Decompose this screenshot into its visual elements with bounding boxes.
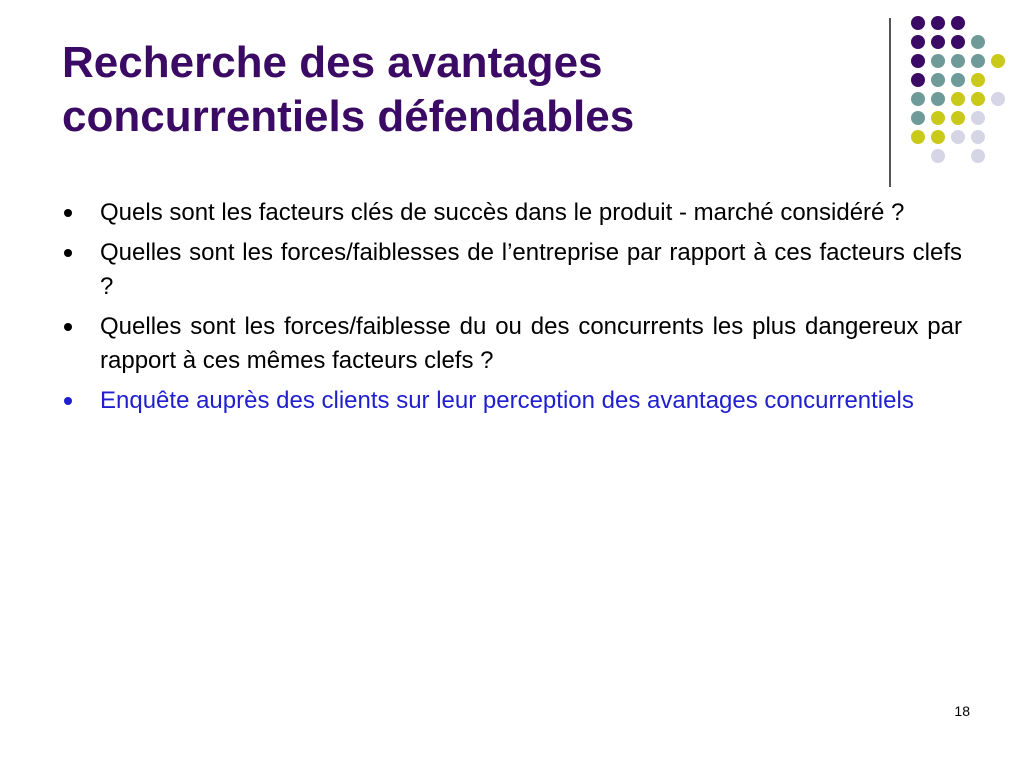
decorative-dot xyxy=(911,35,925,49)
page-number: 18 xyxy=(954,703,970,719)
decorative-dot xyxy=(931,54,945,68)
decorative-dot xyxy=(951,130,965,144)
decorative-dot xyxy=(971,92,985,106)
decorative-dot xyxy=(971,130,985,144)
decorative-dot xyxy=(971,111,985,125)
decorative-dot xyxy=(931,130,945,144)
decorative-dot xyxy=(931,35,945,49)
bullet-item xyxy=(62,236,962,304)
decorative-dot xyxy=(971,54,985,68)
decorative-dot xyxy=(911,16,925,30)
decorative-dot xyxy=(931,111,945,125)
decorative-dot xyxy=(971,35,985,49)
decorative-dot xyxy=(991,54,1005,68)
bullet-list xyxy=(62,196,962,424)
decorative-dot xyxy=(911,111,925,125)
decorative-dot xyxy=(971,149,985,163)
bullet-item-highlight xyxy=(62,384,962,418)
bullet-text: Quelles sont les forces/faiblesse du ou des concurrents les plus dangereux par rapport à ces mêmes facteurs clefs ? xyxy=(100,313,962,374)
decorative-dot xyxy=(911,92,925,106)
bullet-dot-icon xyxy=(64,397,72,405)
decorative-dot xyxy=(931,149,945,163)
slide-title-line-2: concurrentiels défendables xyxy=(62,92,635,141)
decorative-dot xyxy=(951,73,965,87)
slide-title-line-1: Recherche des avantages xyxy=(62,38,603,87)
decorative-dot xyxy=(971,73,985,87)
decorative-dot xyxy=(951,111,965,125)
decorative-dot xyxy=(911,73,925,87)
decorative-dot xyxy=(951,92,965,106)
bullet-item xyxy=(62,196,962,230)
decorative-dot xyxy=(931,16,945,30)
bullet-text: Quels sont les facteurs clés de succès dans le produit - marché considéré ? xyxy=(100,199,905,226)
bullet-dot-icon xyxy=(64,323,72,331)
bullet-text: Quelles sont les forces/faiblesses de l’entreprise par rapport à ces facteurs clefs ? xyxy=(100,239,962,300)
decorative-dot xyxy=(991,92,1005,106)
bullet-item xyxy=(62,310,962,378)
slide-title xyxy=(62,36,872,144)
bullet-dot-icon xyxy=(64,209,72,217)
decorative-dot xyxy=(931,92,945,106)
vertical-divider xyxy=(889,18,891,187)
decorative-dot xyxy=(931,73,945,87)
bullet-text: Enquête auprès des clients sur leur perception des avantages concurrentiels xyxy=(100,387,914,414)
decorative-dot xyxy=(951,54,965,68)
decorative-dot xyxy=(911,54,925,68)
bullet-dot-icon xyxy=(64,249,72,257)
decorative-dot xyxy=(951,35,965,49)
decorative-dot xyxy=(911,130,925,144)
decorative-dot xyxy=(951,16,965,30)
